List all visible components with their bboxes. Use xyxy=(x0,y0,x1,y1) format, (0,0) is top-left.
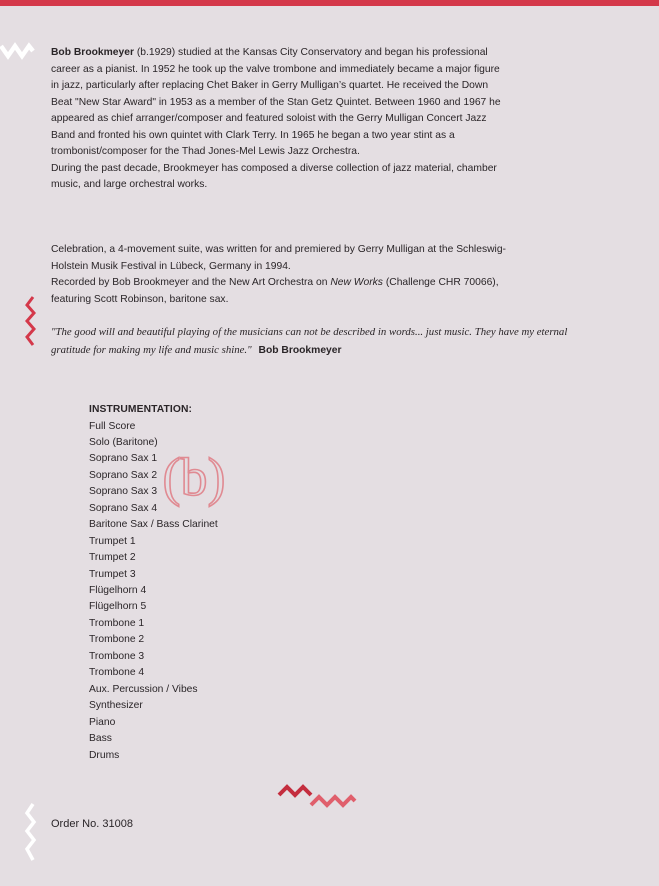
list-item: Synthesizer xyxy=(89,700,143,712)
list-item: Trombone 3 xyxy=(89,650,145,662)
list-item: Piano xyxy=(89,716,116,728)
list-item: Trombone 4 xyxy=(89,667,145,679)
squiggle-white-icon xyxy=(24,803,38,861)
quote-text: "The good will and beautiful playing of the musicians can not be described in words... just music. They have my eternal gratitude for making my life and music shine." xyxy=(51,326,568,356)
album-title: New Works xyxy=(330,277,383,288)
list-item: Trumpet 1 xyxy=(89,535,136,547)
squiggle-red-icon xyxy=(24,296,38,346)
list-item: Solo (Baritone) xyxy=(89,436,158,448)
celebration-paragraph xyxy=(51,242,521,308)
list-item: Soprano Sax 1 xyxy=(89,453,158,465)
instrumentation-title: INSTRUMENTATION: xyxy=(89,404,193,415)
list-item: Soprano Sax 4 xyxy=(89,502,158,514)
list-item: Trumpet 2 xyxy=(89,552,136,564)
bio-text-2: During the past decade, Brookmeyer has composed a diverse collection of jazz material, chamber music, and large orchestral works. xyxy=(51,162,497,190)
instrumentation-list xyxy=(89,419,389,765)
instrumentation-section xyxy=(89,402,389,764)
list-item: Bass xyxy=(89,733,112,745)
list-item: Trumpet 3 xyxy=(89,568,136,580)
list-item: Trombone 2 xyxy=(89,634,145,646)
bio-name: Bob Brookmeyer xyxy=(51,47,134,58)
list-item: Soprano Sax 2 xyxy=(89,469,158,481)
zigzag-white-icon xyxy=(0,40,34,62)
list-item: Soprano Sax 3 xyxy=(89,486,158,498)
list-item: Trombone 1 xyxy=(89,617,145,629)
celebration-text: Celebration, a 4-movement suite, was written for and premiered by Gerry Mulligan at the Schleswig-Holstein Musik Festival in Lübeck, Germany in 1994. xyxy=(51,244,506,272)
order-number: Order No. 31008 xyxy=(51,818,133,830)
bio-text: (b.1929) studied at the Kansas City Conservatory and began his professional career as a pianist. In 1952 he took up the valve trombone and immediately became a major figure in jazz, particularly after replacing Chet Baker in Gerry Mulligan’s quartet. He received the Down Beat "New Star Award" in 1953 as a member of the Stan Getz Quintet. Between 1960 and 1967 he appeared as chief arranger/composer and featured soloist with the Gerry Mulligan Concert Jazz Band and fronted his own quintet with Clark Terry. In 1965 he began a two year stint as a trombonist/composer for the Thad Jones-Mel Lewis Jazz Orchestra. xyxy=(51,47,501,157)
list-item: Aux. Percussion / Vibes xyxy=(89,683,198,695)
zigzag-red-icon xyxy=(277,781,357,817)
list-item: Drums xyxy=(89,749,120,761)
logo-glyph: (b) xyxy=(162,447,226,507)
list-item: Baritone Sax / Bass Clarinet xyxy=(89,519,218,531)
recorded-post: (Challenge CHR 70066), featuring Scott Robinson, baritone sax. xyxy=(51,277,499,305)
list-item: Flügelhorn 4 xyxy=(89,585,147,597)
list-item: Flügelhorn 5 xyxy=(89,601,147,613)
biography xyxy=(51,45,501,194)
quote-block xyxy=(51,324,571,359)
quote-author: Bob Brookmeyer xyxy=(258,344,342,356)
publisher-logo-icon xyxy=(162,443,226,507)
top-accent-bar xyxy=(0,0,659,6)
recorded-pre: Recorded by Bob Brookmeyer and the New Art Orchestra on xyxy=(51,277,328,288)
list-item: Full Score xyxy=(89,420,136,432)
